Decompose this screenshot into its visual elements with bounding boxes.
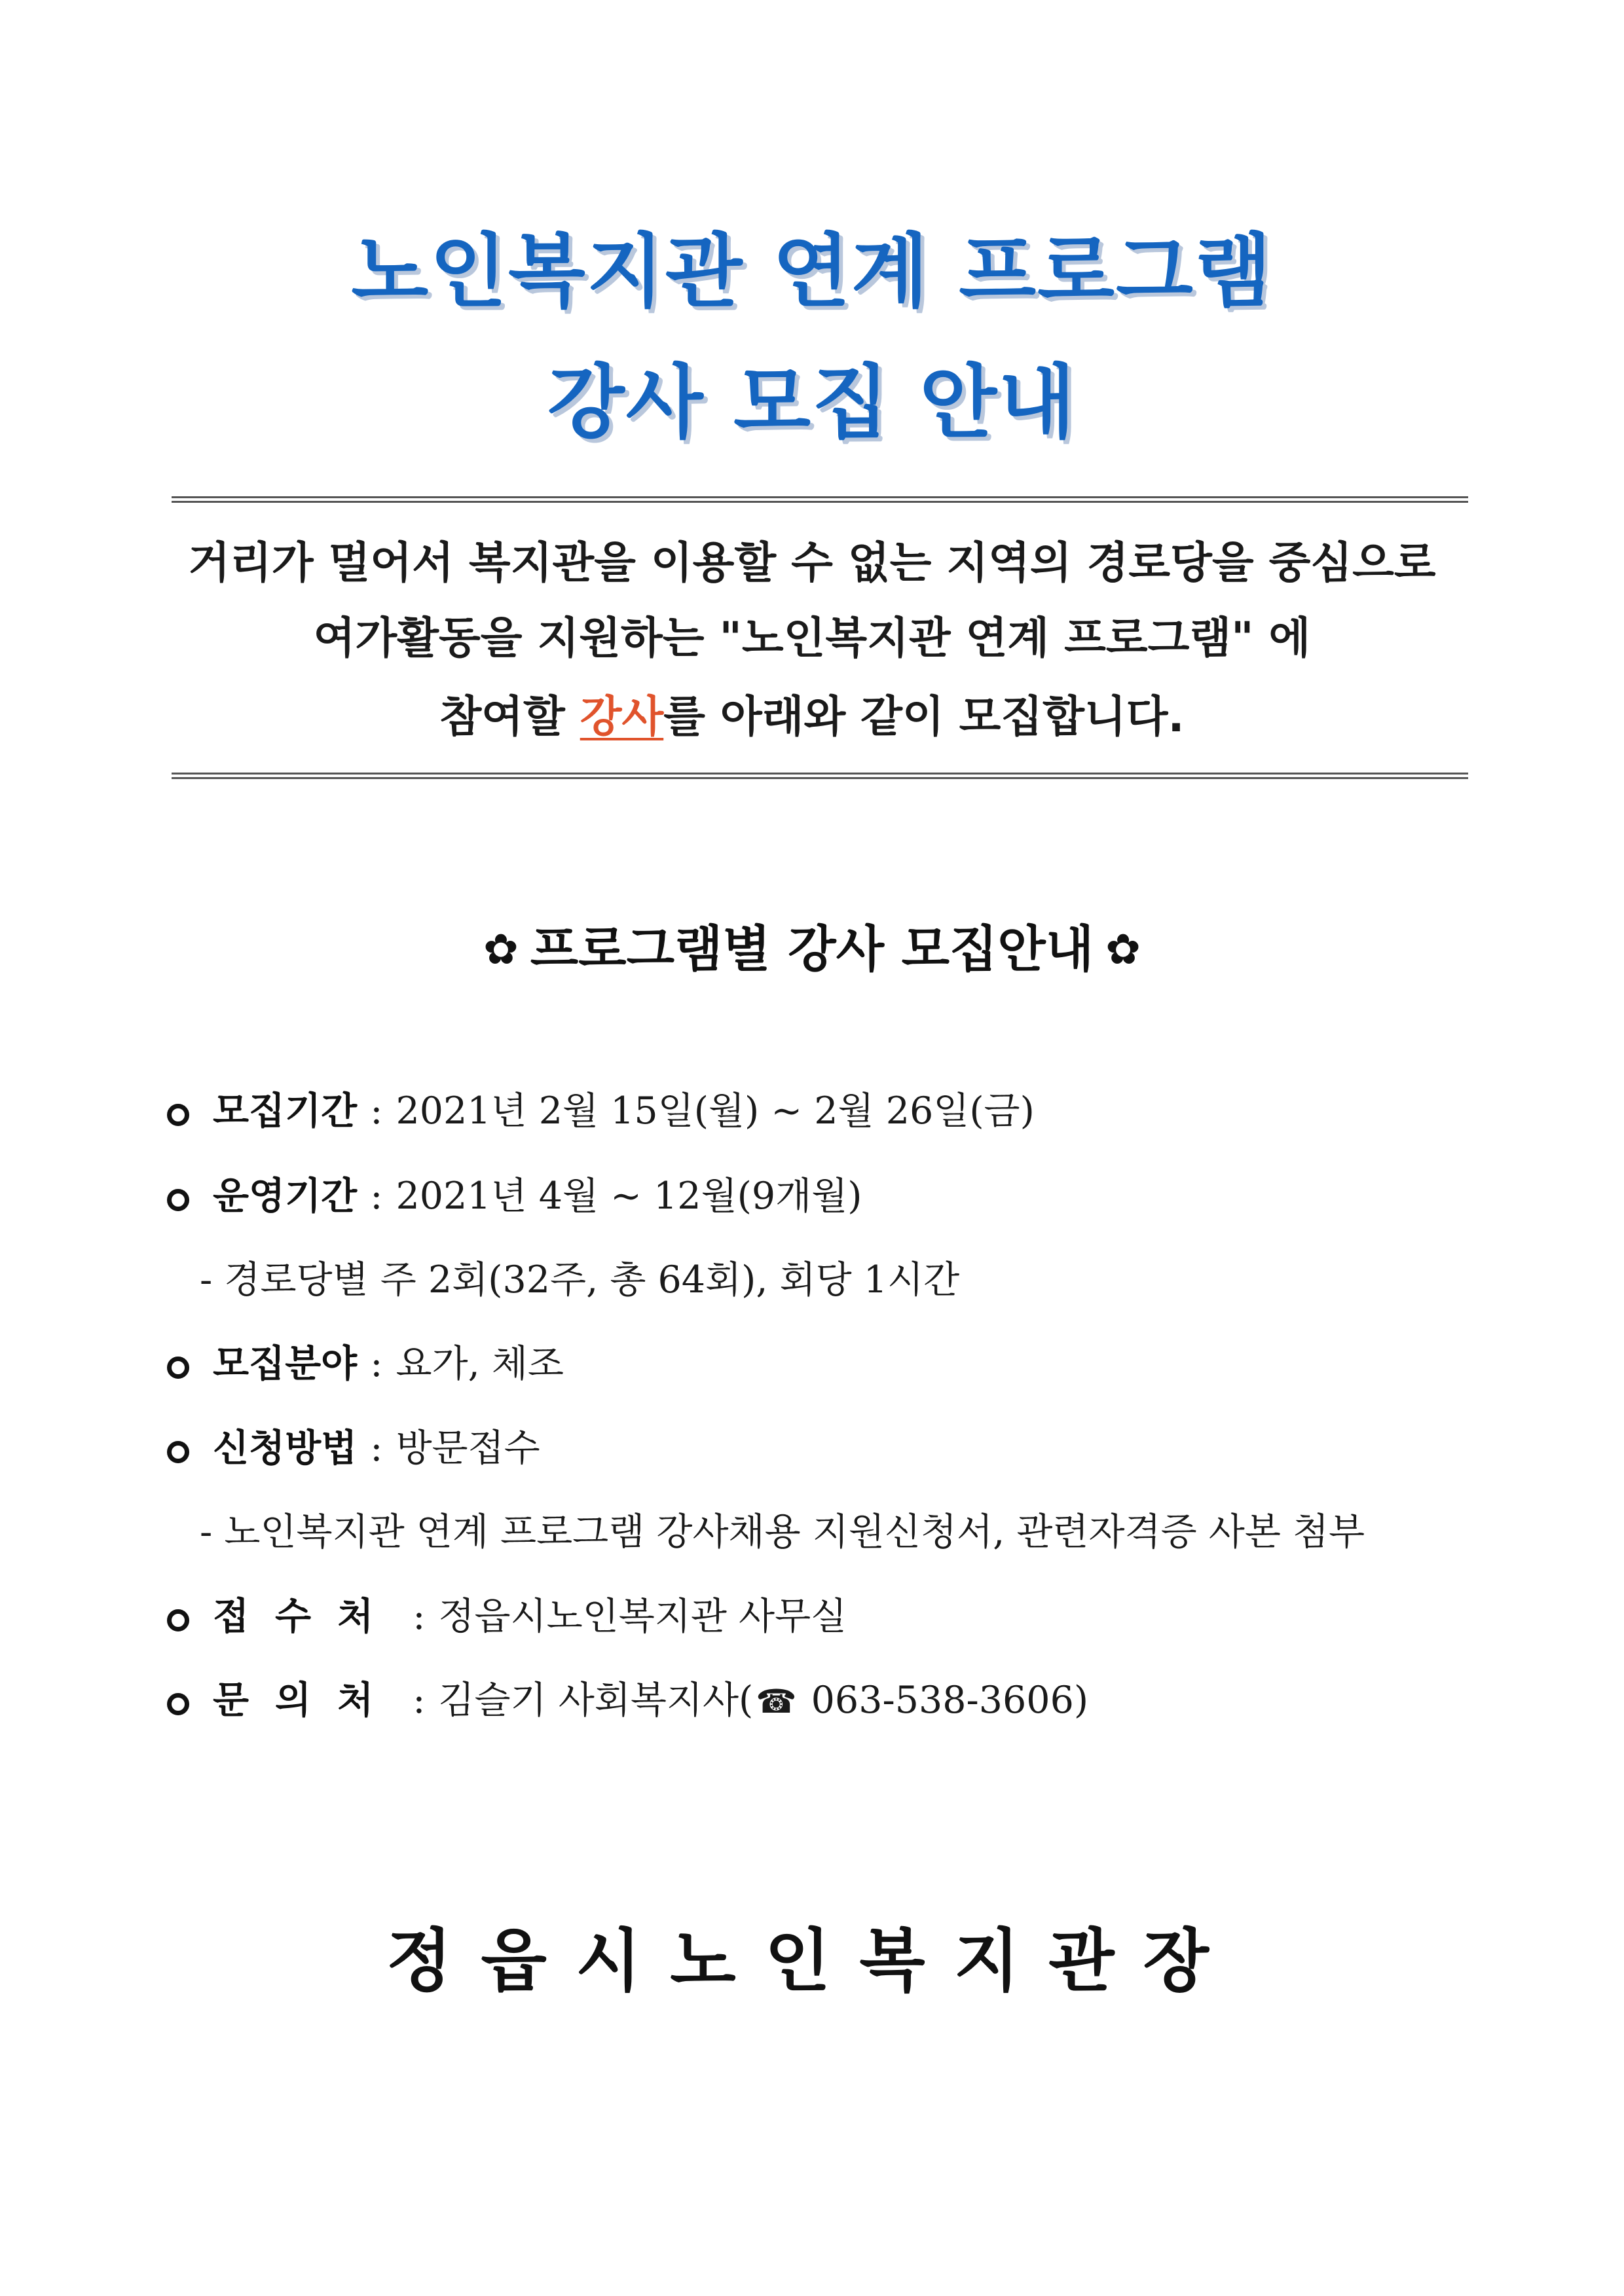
- circle-bullet-icon: [167, 1357, 189, 1379]
- detail-label: 모집기간: [213, 1089, 358, 1133]
- section-heading: [0, 917, 1624, 983]
- circle-bullet-icon: [167, 1693, 189, 1715]
- detail-operation-note: - 경로당별 주 2회(32주, 총 64회), 회당 1시간: [200, 1258, 960, 1302]
- detail-reception-place: [167, 1587, 847, 1646]
- section-heading-text: 프로그램별 강사 모집안내: [530, 920, 1094, 978]
- label-separator: :: [370, 1427, 383, 1470]
- notice-title-line-2: 강사 모집 안내: [547, 356, 1077, 449]
- circle-bullet-icon: [167, 1609, 189, 1631]
- notice-title-line-1: 노인복지관 연계 프로그램: [351, 225, 1273, 318]
- detail-value: [438, 1679, 1088, 1722]
- detail-recruitment-field: [167, 1334, 564, 1393]
- detail-inquiry: [167, 1671, 1088, 1730]
- detail-operation-period: [167, 1167, 862, 1226]
- detail-value: 방문접수: [396, 1427, 540, 1470]
- inquiry-contact-name: 김슬기 사회복지사(: [438, 1679, 754, 1722]
- flower-icon: ✿: [483, 926, 519, 974]
- intro-line-3: [0, 687, 1624, 746]
- issuing-organization: 정읍시노인복지관장: [386, 1921, 1238, 2001]
- detail-label: 문의처: [213, 1679, 400, 1722]
- flower-icon: ✿: [1105, 926, 1141, 974]
- label-separator: :: [413, 1595, 426, 1638]
- detail-value: 2021년 4월 ~ 12월(9개월): [396, 1175, 862, 1218]
- detail-recruitment-period: [167, 1082, 1035, 1140]
- label-separator: :: [370, 1089, 383, 1133]
- circle-bullet-icon: [167, 1441, 189, 1463]
- circle-bullet-icon: [167, 1189, 189, 1211]
- divider-bottom: [172, 773, 1468, 779]
- detail-label: 신청방법: [213, 1427, 358, 1470]
- detail-label: 모집분야: [213, 1342, 358, 1385]
- detail-label: 접수처: [213, 1595, 400, 1638]
- detail-label: 운영기간: [213, 1175, 358, 1218]
- label-separator: :: [370, 1175, 383, 1218]
- label-separator: :: [413, 1679, 426, 1722]
- label-separator: :: [370, 1342, 383, 1385]
- detail-application-note: - 노인복지관 연계 프로그램 강사채용 지원신청서, 관련자격증 사본 첨부: [200, 1510, 1365, 1554]
- intro-line-3-start: 참여할: [439, 691, 580, 742]
- phone-icon: ☎: [756, 1683, 797, 1721]
- intro-highlight-instructor: 강사: [580, 691, 664, 742]
- detail-application-method: [167, 1419, 540, 1478]
- detail-value: 2021년 2월 15일(월) ~ 2월 26일(금): [396, 1089, 1035, 1133]
- intro-line-2: 여가활동을 지원하는 "노인복지관 연계 프로그램" 에: [313, 613, 1311, 663]
- intro-line-3-end: 를 아래와 같이 모집합니다.: [663, 691, 1185, 742]
- circle-bullet-icon: [167, 1104, 189, 1126]
- detail-value: 요가, 체조: [396, 1342, 564, 1385]
- divider-top: [172, 496, 1468, 503]
- inquiry-phone-number: 063-538-3606): [799, 1679, 1089, 1722]
- intro-line-1: 거리가 멀어서 복지관을 이용할 수 없는 지역의 경로당을 중심으로: [188, 538, 1436, 588]
- detail-value: 정읍시노인복지관 사무실: [438, 1595, 847, 1638]
